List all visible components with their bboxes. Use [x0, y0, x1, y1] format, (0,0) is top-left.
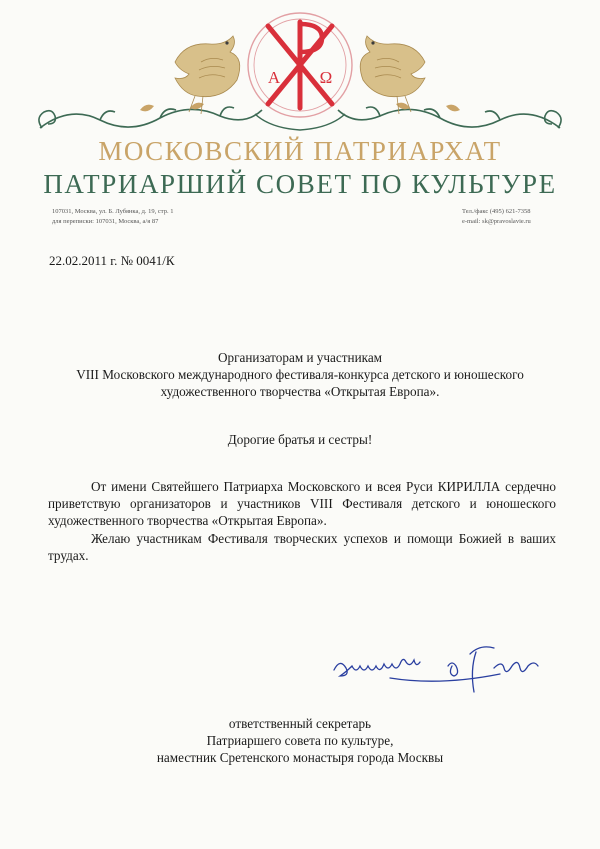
addressee-block [0, 349, 600, 400]
signatory-block [0, 715, 600, 766]
address-line-1: 107031, Москва, ул. Б. Лубянка, д. 19, стр. 1 [52, 208, 174, 215]
postal-address [52, 207, 173, 227]
greeting: Дорогие братья и сестры! [227, 432, 373, 447]
svg-text:Ω: Ω [319, 68, 333, 87]
address-line-2: для переписки: 107031, Москва, а/я 87 [52, 218, 159, 225]
document-reference: 22.02.2011 г. № 0041/К [49, 253, 175, 268]
signatory-line: Патриаршего совета по культуре, [206, 733, 394, 748]
signatory-line: ответственный секретарь [228, 716, 372, 731]
dove-icon [360, 36, 425, 114]
addressee-line: художественного творчества «Открытая Европа». [160, 384, 440, 399]
handwritten-signature [330, 632, 560, 707]
signatory-line: наместник Сретенского монастыря города Москвы [156, 750, 444, 765]
letterhead-ornament [0, 0, 600, 140]
svg-text:Α: Α [267, 68, 281, 87]
addressee-line: VIII Московского международного фестиваля-конкурса детского и юношеского [76, 367, 524, 382]
addressee-line: Организаторам и участникам [217, 350, 383, 365]
phone-fax: Тел./факс (495) 621-7358 [462, 208, 531, 215]
dove-icon [175, 36, 240, 114]
body-paragraph-2: Желаю участникам Фестиваля творческих успехов и помощи Божией в ваших трудах. [48, 531, 556, 563]
org-top-title: МОСКОВСКИЙ ПАТРИАРХАТ [98, 136, 502, 166]
email-address: e-mail: sk@pravoslavie.ru [462, 218, 531, 225]
chi-rho-emblem-icon [248, 13, 352, 117]
contact-info [462, 207, 531, 227]
org-main-title: ПАТРИАРШИЙ СОВЕТ ПО КУЛЬТУРЕ [43, 169, 557, 199]
body-paragraph-1: От имени Святейшего Патриарха Московского и всея Руси КИРИЛЛА сердечно приветствую организаторов и участников VIII Фестиваля детского и юношеского художественного творчества «Открытая Европа». [48, 479, 556, 528]
